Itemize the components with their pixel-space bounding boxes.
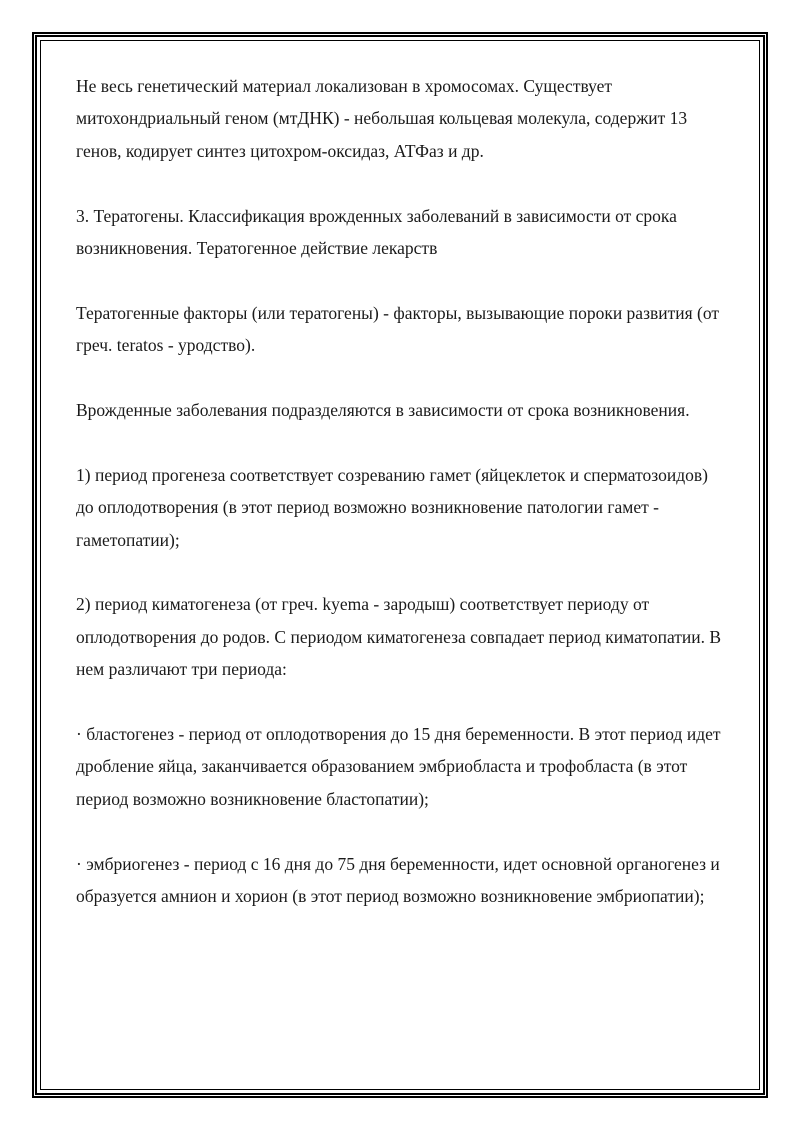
paragraph-teratogen-definition: Тератогенные факторы (или тератогены) - факторы, вызывающие пороки развития (от греч. teratos - уродство). [76, 302, 720, 356]
bullet-blastogenesis: · бластогенез - период от оплодотворения до 15 дня беременности. В этот период идет дробление яйца, заканчивается образованием эмбриобласта и трофобласта (в этот период возможно возникновение бластопатии); [76, 724, 721, 809]
list-item-kymatogenesis: 2) период киматогенеза (от греч. kyema - зародыш) соответствует периоду от оплодотворения до родов. С периодом киматогенеза совпадает период киматопатии. В нем различают три периода: [76, 594, 722, 680]
paragraph-mtdna: Не весь генетический материал локализован в хромосомах. Существует митохондриальный геном (мтДНК) - небольшая кольцевая молекула, содержит 13 генов, кодирует синтез цитохром-оксидаз, АТФаз и др. [76, 76, 688, 161]
list-item-progenesis: 1) период прогенеза соответствует созреванию гамет (яйцеклеток и сперматозоидов) до оплодотворения (в этот период возможно возникновение патологии гамет - гаметопатии); [76, 464, 708, 550]
section-heading-teratogens: 3. Тератогены. Классификация врожденных заболеваний в зависимости от срока возникновения. Тератогенное действие лекарств [76, 205, 677, 259]
document-body [76, 70, 726, 945]
paragraph-congenital-classification: Врожденные заболевания подразделяются в зависимости от срока возникновения. [76, 400, 690, 421]
bullet-embryogenesis: · эмбриогенез - период с 16 дня до 75 дня беременности, идет основной органогенез и образуется амнион и хорион (в этот период возможно возникновение эмбриопатии); [76, 853, 720, 907]
